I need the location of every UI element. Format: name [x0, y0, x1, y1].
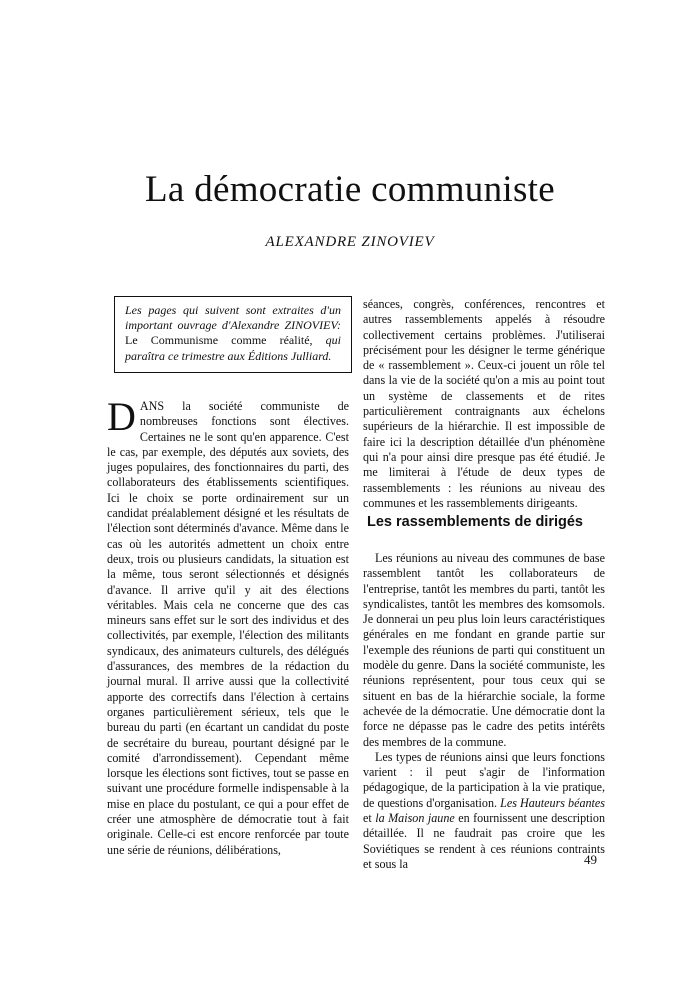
opening-paragraph: [107, 394, 349, 858]
right-paragraph: séances, congrès, conférences, rencontres et autres rassemblements appelés à résoudre collectivement certains problèmes. J'utiliserai précisément pour les désigner le terme générique de « rassemblement ». Ceux-ci jouent un rôle tel dans la vie de la société qu'on a mis au point tout un système de classements et de rites particulièrement contraignants aux échelons supérieurs de la hiérarchie. Il est impossible de faire ici la description détaillée d'un phénomène qui n'a pour ainsi dire presque pas été étudié. Je me limiterai à l'étude de deux types de rassemblements : les réunions au niveau des communes et les rassemblements dirigeants.: [363, 297, 605, 510]
section-paragraph-2: [363, 750, 605, 872]
opening-smallcaps: ANS: [139, 399, 165, 413]
intro-part-3: qui paraîtra ce trimestre aux Éditions Julliard.: [125, 333, 341, 363]
body-left-column: [107, 394, 349, 858]
section-body: [363, 551, 605, 872]
book-title-2: la Maison jaune: [375, 811, 455, 826]
opening-text: la société communiste de nombreuses fonctions sont électives. Certaines ne le sont qu'en apparence. C'est le cas, par exemple, des députés aux soviets, des juges populaires, des fonctionnaires du parti, des collaborateurs des établissements scientifiques. Ici le choix se porte ordinairement sur un candidat préalablement désigné et les résultats de l'élection sont déterminés d'avance. Même dans le cas où les autorités admettent un choix entre deux, trois ou plusieurs candidats, la situation est la même, tous seront sélectionnés et désignés d'avance. Il arrive qu'il y ait des élections véritables. Mais cela ne concerne que des cas mineurs sans effet sur le sort des individus et des collectivités, par exemple, l'élection des militants syndicaux, des animateurs culturels, des délégués d'assurances, des membres de la rédaction du journal mural. Il arrive aussi que la collectivité apporte des correctifs dans l'élection à certains organes particulièrement sérieux, tels que le bureau du parti (en écartant un candidat du poste de secrétaire du bureau, pourtant désigné par le comité d'arrondissement). Cependant même lorsque les élections sont fictives, tout se passe en suivant une procédure formelle indispensable à la mise en place du postulant, ce qui a pour effet de créer une atmosphère de démocratie tout à fait originale. Celle-ci est encore renforcée par toute une série de réunions, délibérations,: [107, 399, 349, 857]
article-author: ALEXANDRE ZINOVIEV: [265, 234, 435, 250]
intro-box: [114, 296, 352, 373]
para2-text-b: et: [363, 811, 376, 826]
section-heading: Les rassemblements de dirigés: [367, 514, 583, 530]
para2-text-c: en fournissent une description détaillée. Il ne faudrait pas croire que les Soviétiques se rendent à ces réunions contraints et sous la: [363, 811, 605, 871]
intro-part-2: Le Communisme comme réalité,: [125, 333, 326, 348]
section-paragraph-1: Les réunions au niveau des communes de base rassemblent tantôt les collaborateurs de l'entreprise, tantôt les membres du parti, tantôt les syndicalistes, tantôt les membres des komsomols. Je donnerai un peu plus loin leurs caractéristiques générales en me fondant en grande partie sur l'exemple des réunions de parti qui constituent un modèle du genre. Dans la société communiste, les réunions représentent, pour tous ceux qui se situent en bas de la hiérarchie sociale, la forme achevée de la démocratie. Une démocratie dont la force ne dépasse pas le cadre des petits intérêts des membres de la commune.: [363, 551, 605, 749]
body-right-column: [363, 297, 605, 511]
para2-text-a: Les types de réunions ainsi que leurs fonctions varient : il peut s'agir de l'information pédagogique, de la participation à la vie pratique, de questions d'organisation.: [363, 749, 605, 810]
page-number: 49: [584, 852, 597, 867]
intro-part-1: Les pages qui suivent sont extraites d'un important ouvrage d'Alexandre ZINOVIEV:: [125, 303, 341, 333]
drop-cap: D: [107, 394, 136, 439]
book-title-1: Les Hauteurs béantes: [500, 795, 605, 810]
article-title: La démocratie communiste: [145, 169, 555, 210]
